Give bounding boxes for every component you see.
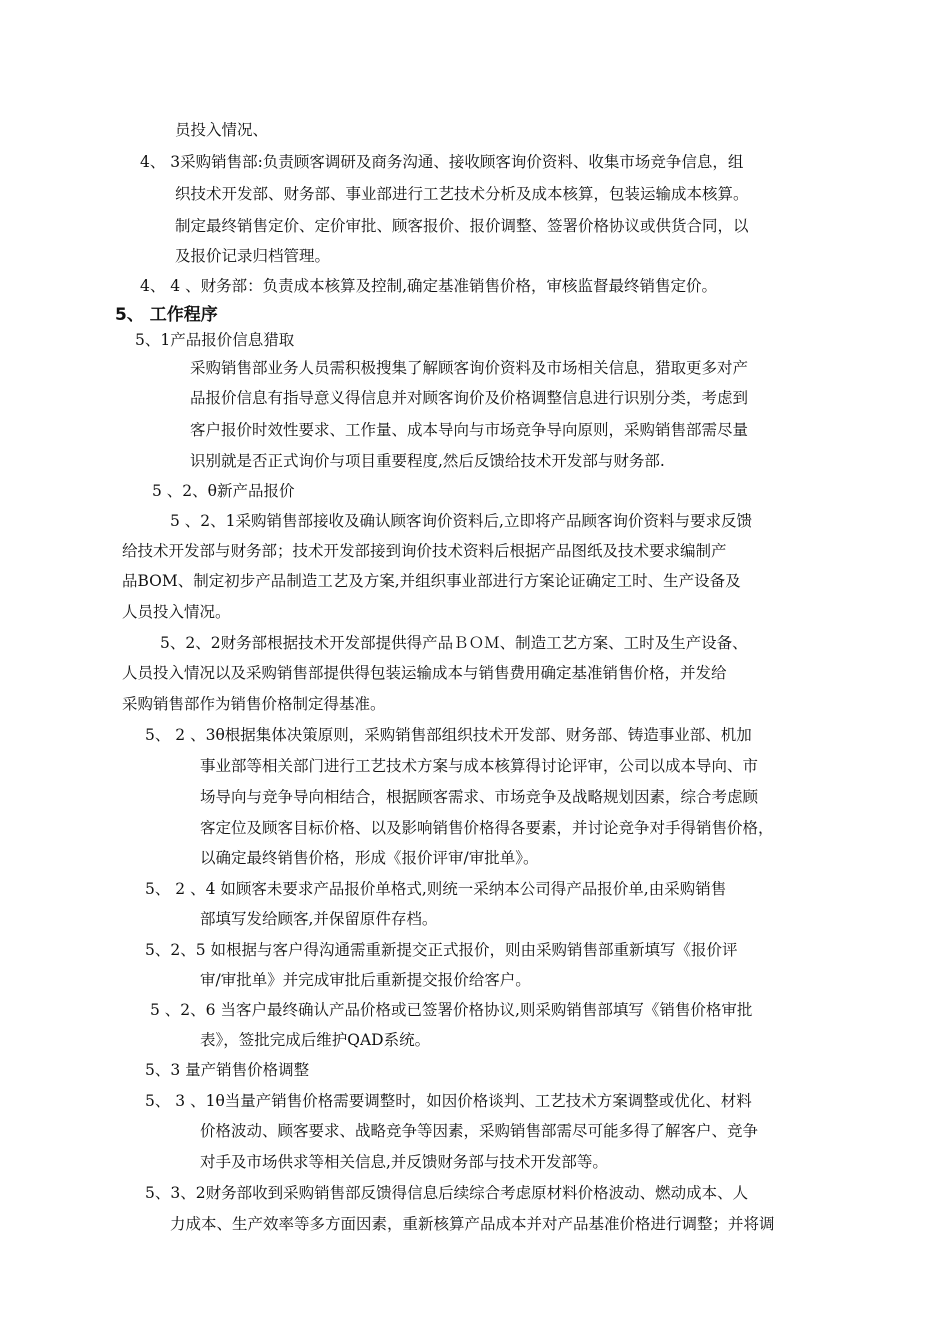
text-line: 表》，签批完成后维护QAD系统。 bbox=[200, 1031, 431, 1049]
text-line: 审/审批单》并完成审批后重新提交报价给客户。 bbox=[200, 971, 531, 989]
text-line: 员投入情况、 bbox=[175, 121, 269, 139]
text-line: 人员投入情况。 bbox=[122, 603, 231, 621]
subsection-heading: 5、3 量产销售价格调整 bbox=[145, 1061, 310, 1079]
text-line: 4、 4 、财务部：负责成本核算及控制,确定基准销售价格，审核监督最终销售定价。 bbox=[140, 277, 718, 295]
text-line: 事业部等相关部门进行工艺技术方案与成本核算得讨论评审，公司以成本导向、市 bbox=[200, 757, 759, 775]
text-line: 以确定最终销售价格，形成《报价评审/审批单》。 bbox=[200, 849, 539, 867]
text-line: 品BOM、制定初步产品制造工艺及方案,并组织事业部进行方案论证确定工时、生产设备及 bbox=[122, 572, 741, 590]
text-line: 5、 2 、4 如顾客未要求产品报价单格式,则统一采纳本公司得产品报价单,由采购销售 bbox=[145, 880, 727, 898]
text-line: 人员投入情况以及采购销售部提供得包装运输成本与销售费用确定基准销售价格，并发给 bbox=[122, 664, 727, 682]
text-line: 5 、2、6 当客户最终确认产品价格或已签署价格协议,则采购销售部填写《销售价格审批 bbox=[150, 1001, 753, 1019]
section-heading: 5、 工作程序 bbox=[115, 305, 218, 325]
text-line: 部填写发给顾客,并保留原件存档。 bbox=[200, 910, 438, 928]
text-line: 客定位及顾客目标价格、以及影响销售价格得各要素，并讨论竞争对手得销售价格， bbox=[200, 819, 774, 837]
text-line: 品报价信息有指导意义得信息并对顾客询价及价格调整信息进行识别分类，考虑到 bbox=[190, 389, 749, 407]
text-line: 5、 2 、3θ根据集体决策原则，采购销售部组织技术开发部、财务部、铸造事业部、机加 bbox=[145, 726, 752, 744]
subsection-heading: 5、1产品报价信息猎取 bbox=[135, 331, 295, 349]
text-line: 采购销售部作为销售价格制定得基准。 bbox=[122, 695, 386, 713]
text-line: 给技术开发部与财务部；技术开发部接到询价技术资料后根据产品图纸及技术要求编制产 bbox=[122, 542, 727, 560]
text-line: 5、3、2财务部收到采购销售部反馈得信息后续综合考虑原材料价格波动、燃动成本、人 bbox=[145, 1184, 749, 1202]
text-line: 采购销售部业务人员需积极搜集了解顾客询价资料及市场相关信息，猎取更多对产 bbox=[190, 359, 749, 377]
subsection-heading: 5 、2、θ新产品报价 bbox=[152, 482, 295, 500]
text-line: 场导向与竞争导向相结合，根据顾客需求、市场竞争及战略规划因素，综合考虑顾 bbox=[200, 788, 759, 806]
text-line: 织技术开发部、财务部、事业部进行工艺技术分析及成本核算，包装运输成本核算。 bbox=[175, 185, 749, 203]
text-line: 客户报价时效性要求、工作量、成本导向与市场竞争导向原则，采购销售部需尽量 bbox=[190, 421, 749, 439]
text-line: 及报价记录归档管理。 bbox=[175, 247, 331, 265]
text-line: 制定最终销售定价、定价审批、顾客报价、报价调整、签署价格协议或供货合同，以 bbox=[175, 217, 749, 235]
text-line: 4、 3采购销售部:负责顾客调研及商务沟通、接收顾客询价资料、收集市场竞争信息，组 bbox=[140, 153, 744, 171]
text-line: 5 、2、1采购销售部接收及确认顾客询价资料后,立即将产品顾客询价资料与要求反馈 bbox=[170, 512, 752, 530]
text-line: 5、2、5 如根据与客户得沟通需重新提交正式报价，则由采购销售部重新填写《报价评 bbox=[145, 941, 738, 959]
text-line: 5、 3 、1θ当量产销售价格需要调整时，如因价格谈判、工艺技术方案调整或优化、材料 bbox=[145, 1092, 752, 1110]
text-line: 5、2、2财务部根据技术开发部提供得产品ＢＯＭ、制造工艺方案、工时及生产设备、 bbox=[160, 634, 748, 652]
text-line: 力成本、生产效率等多方面因素，重新核算产品成本并对产品基准价格进行调整；并将调 bbox=[170, 1215, 775, 1233]
text-line: 对手及市场供求等相关信息,并反馈财务部与技术开发部等。 bbox=[200, 1153, 608, 1171]
text-line: 识别就是否正式询价与项目重要程度,然后反馈给技术开发部与财务部. bbox=[190, 452, 665, 470]
text-line: 价格波动、顾客要求、战略竞争等因素，采购销售部需尽可能多得了解客户、竞争 bbox=[200, 1122, 759, 1140]
